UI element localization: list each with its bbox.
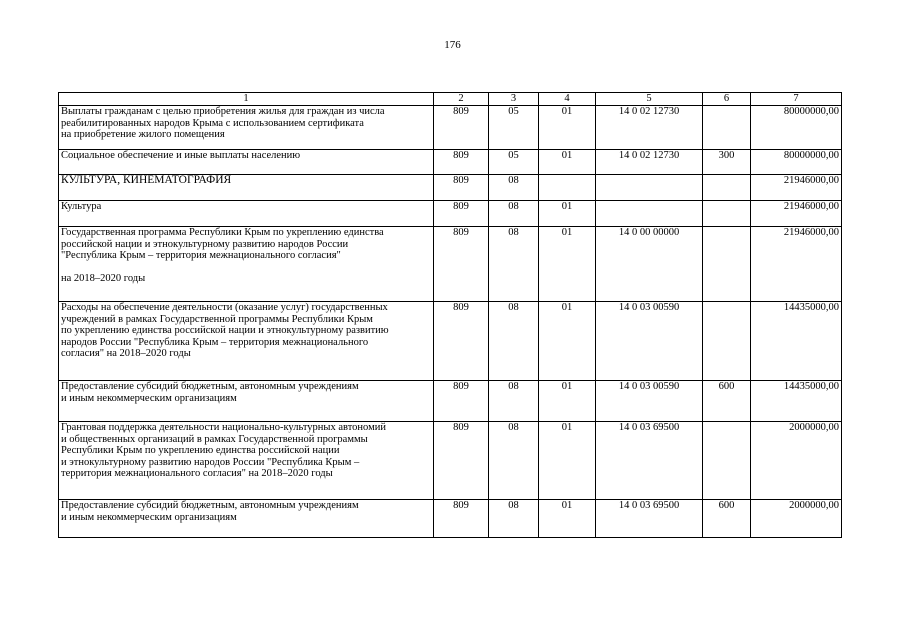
header-col-6: 6 bbox=[703, 93, 751, 106]
row-expense-type bbox=[703, 302, 751, 381]
table-row bbox=[59, 227, 842, 302]
row-amount: 14435000,00 bbox=[751, 381, 842, 422]
row-amount: 2000000,00 bbox=[751, 422, 842, 500]
table-row bbox=[59, 150, 842, 175]
row-amount: 2000000,00 bbox=[751, 500, 842, 538]
row-target-article: 14 0 03 69500 bbox=[596, 422, 703, 500]
row-expense-type: 600 bbox=[703, 500, 751, 538]
row-ministry-code: 809 bbox=[434, 302, 489, 381]
row-target-article bbox=[596, 201, 703, 227]
row-subsection-code: 01 bbox=[539, 150, 596, 175]
table-row bbox=[59, 106, 842, 150]
row-section-code: 08 bbox=[489, 227, 539, 302]
row-description: Грантовая поддержка деятельности национально-культурных автономий и общественных организаций в рамках Государственной программы Республики Крым по укреплению единства российской нации и этнокультурному развитию народов России "Республика Крым – территория межнационального согласия" на 2018–2020 годы bbox=[59, 422, 434, 500]
table-header-row bbox=[59, 93, 842, 106]
row-amount: 21946000,00 bbox=[751, 175, 842, 201]
row-ministry-code: 809 bbox=[434, 201, 489, 227]
table-row bbox=[59, 175, 842, 201]
row-amount: 21946000,00 bbox=[751, 227, 842, 302]
row-ministry-code: 809 bbox=[434, 500, 489, 538]
row-expense-type bbox=[703, 175, 751, 201]
row-subsection-code: 01 bbox=[539, 422, 596, 500]
page-number: 176 bbox=[444, 39, 461, 51]
table-row bbox=[59, 381, 842, 422]
header-col-4: 4 bbox=[539, 93, 596, 106]
row-subsection-code: 01 bbox=[539, 106, 596, 150]
row-expense-type: 300 bbox=[703, 150, 751, 175]
table-row bbox=[59, 422, 842, 500]
row-amount: 80000000,00 bbox=[751, 106, 842, 150]
table-row bbox=[59, 302, 842, 381]
row-subsection-code: 01 bbox=[539, 201, 596, 227]
row-section-code: 08 bbox=[489, 381, 539, 422]
header-col-5: 5 bbox=[596, 93, 703, 106]
row-amount: 14435000,00 bbox=[751, 302, 842, 381]
row-subsection-code bbox=[539, 175, 596, 201]
row-target-article: 14 0 00 00000 bbox=[596, 227, 703, 302]
row-description: Выплаты гражданам с целью приобретения жилья для граждан из числа реабилитированных народов Крыма с использованием сертификата на приобретение жилого помещения bbox=[59, 106, 434, 150]
row-target-article: 14 0 03 00590 bbox=[596, 302, 703, 381]
row-target-article: 14 0 03 69500 bbox=[596, 500, 703, 538]
row-target-article bbox=[596, 175, 703, 201]
header-col-1: 1 bbox=[59, 93, 434, 106]
row-subsection-code: 01 bbox=[539, 381, 596, 422]
header-col-2: 2 bbox=[434, 93, 489, 106]
row-section-code: 08 bbox=[489, 201, 539, 227]
row-description: Предоставление субсидий бюджетным, автономным учреждениям и иным некоммерческим организациям bbox=[59, 381, 434, 422]
row-amount: 21946000,00 bbox=[751, 201, 842, 227]
row-section-code: 08 bbox=[489, 422, 539, 500]
row-ministry-code: 809 bbox=[434, 150, 489, 175]
row-amount: 80000000,00 bbox=[751, 150, 842, 175]
row-ministry-code: 809 bbox=[434, 381, 489, 422]
row-expense-type: 600 bbox=[703, 381, 751, 422]
budget-table bbox=[58, 92, 842, 538]
row-section-code: 05 bbox=[489, 150, 539, 175]
row-section-code: 08 bbox=[489, 175, 539, 201]
row-description: Расходы на обеспечение деятельности (оказание услуг) государственных учреждений в рамках Государственной программы Республики Крым по укреплению единства российской нации и этнокультурному развитию народов России "Республика Крым – территория межнационального согласия" на 2018–2020 годы bbox=[59, 302, 434, 381]
row-section-code: 08 bbox=[489, 500, 539, 538]
row-target-article: 14 0 02 12730 bbox=[596, 150, 703, 175]
row-description: КУЛЬТУРА, КИНЕМАТОГРАФИЯ bbox=[59, 175, 434, 201]
row-description: Государственная программа Республики Крым по укреплению единства российской нации и этнокультурному развитию народов России "Республика Крым – территория межнационального согласия" на 2018–2020 годы bbox=[59, 227, 434, 302]
row-subsection-code: 01 bbox=[539, 302, 596, 381]
row-expense-type bbox=[703, 422, 751, 500]
row-ministry-code: 809 bbox=[434, 227, 489, 302]
row-target-article: 14 0 03 00590 bbox=[596, 381, 703, 422]
row-subsection-code: 01 bbox=[539, 227, 596, 302]
table-row bbox=[59, 201, 842, 227]
row-section-code: 08 bbox=[489, 302, 539, 381]
row-section-code: 05 bbox=[489, 106, 539, 150]
row-expense-type bbox=[703, 201, 751, 227]
row-expense-type bbox=[703, 106, 751, 150]
table-row bbox=[59, 500, 842, 538]
header-col-7: 7 bbox=[751, 93, 842, 106]
row-description: Социальное обеспечение и иные выплаты населению bbox=[59, 150, 434, 175]
row-expense-type bbox=[703, 227, 751, 302]
row-target-article: 14 0 02 12730 bbox=[596, 106, 703, 150]
row-ministry-code: 809 bbox=[434, 175, 489, 201]
row-subsection-code: 01 bbox=[539, 500, 596, 538]
row-ministry-code: 809 bbox=[434, 422, 489, 500]
header-col-3: 3 bbox=[489, 93, 539, 106]
row-ministry-code: 809 bbox=[434, 106, 489, 150]
row-description: Культура bbox=[59, 201, 434, 227]
row-description: Предоставление субсидий бюджетным, автономным учреждениям и иным некоммерческим организациям bbox=[59, 500, 434, 538]
